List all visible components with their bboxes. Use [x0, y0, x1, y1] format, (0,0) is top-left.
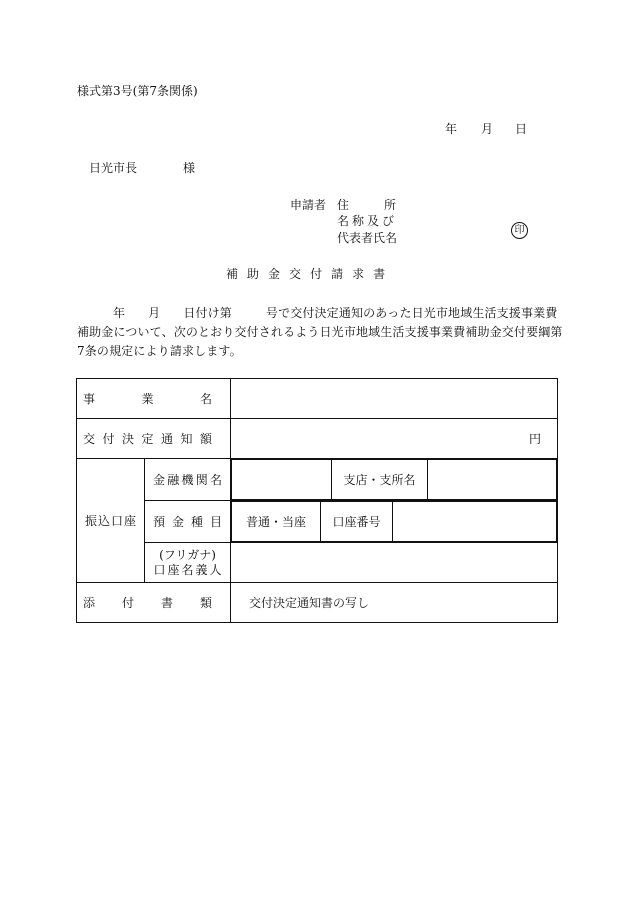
- title-char: 書: [373, 267, 386, 281]
- deposit-type-value[interactable]: 普通・当座: [232, 502, 321, 542]
- branch-label: 支店・支所名: [332, 460, 428, 500]
- body-paragraph: [77, 304, 563, 361]
- body-line-2: 補助金について、次のとおり交付されるよう日光市地域生活支援事業費補助金交付要綱第: [77, 325, 563, 339]
- name-label-line1: [337, 214, 394, 228]
- title-char: 請: [331, 267, 344, 281]
- notice-amount-label-cell: [77, 419, 231, 459]
- table-row: [77, 501, 558, 543]
- account-number-field[interactable]: [393, 502, 557, 542]
- title-char: 補: [226, 267, 239, 281]
- name-label-char: 称: [352, 214, 365, 228]
- addressee-title: 日光市長: [89, 161, 138, 175]
- notice-amount-field[interactable]: [231, 419, 558, 459]
- project-name-label: 事 業 名: [83, 392, 213, 406]
- body-line-3: 7条の規定により請求します。: [77, 344, 242, 358]
- name-label-line2: 代表者氏名: [337, 231, 398, 245]
- holder-label-cell: [145, 543, 231, 583]
- transfer-account-label: 振 込 口 座: [85, 514, 136, 528]
- bank-inner: [231, 459, 557, 500]
- transfer-account-label-cell: [77, 459, 145, 583]
- furigana-label: (フリガナ): [159, 547, 216, 562]
- name-label-char: び: [382, 214, 395, 228]
- project-name-label-cell: [77, 379, 231, 419]
- title-char: 金: [268, 267, 281, 281]
- seal-mark: 印: [511, 222, 528, 239]
- table-row: [77, 543, 558, 583]
- date-day: 日: [515, 122, 528, 136]
- document-title: [226, 267, 385, 281]
- name-label-char: 及: [367, 214, 380, 228]
- deposit-type-label: 預 金 種 目: [153, 515, 223, 529]
- deposit-type-label-cell: [145, 501, 231, 543]
- bank-name-field[interactable]: [232, 460, 332, 500]
- date-year: 年: [445, 122, 458, 136]
- deposit-row-cell: [231, 501, 558, 543]
- body-month: 月: [148, 306, 161, 320]
- title-char: 交: [289, 267, 302, 281]
- account-number-label: 口座番号: [321, 502, 393, 542]
- holder-label-chars: 口 座 名 義 人: [153, 562, 222, 577]
- table-row: [77, 379, 558, 419]
- title-char: 付: [310, 267, 323, 281]
- address-label-2: 所: [384, 198, 397, 212]
- date-month: 月: [481, 122, 494, 136]
- notice-amount-label: 交 付 決 定 通 知 額: [83, 432, 213, 446]
- deposit-inner: [231, 501, 557, 542]
- body-line1-rest: 号で交付決定通知のあった日光市地域生活支援事業費: [265, 306, 558, 320]
- table-row: [77, 459, 558, 501]
- holder-name-field[interactable]: [231, 543, 558, 583]
- yen-unit: 円: [529, 432, 542, 446]
- body-dated-no: 日付け第: [183, 306, 232, 320]
- request-form-table: [76, 378, 558, 623]
- table-row: [77, 583, 558, 623]
- bank-row-cell: [231, 459, 558, 501]
- attachments-label-cell: [77, 583, 231, 623]
- applicant-label: 申請者: [290, 198, 327, 212]
- bank-label-cell: [145, 459, 231, 501]
- form-number: 様式第3号(第7条関係): [77, 84, 198, 98]
- attachments-label: 添 付 書 類: [83, 596, 213, 610]
- body-line-1: [77, 304, 557, 323]
- body-year: 年: [113, 306, 126, 320]
- table-row: [77, 419, 558, 459]
- title-char: 助: [247, 267, 260, 281]
- addressee-honorific: 様: [183, 161, 196, 175]
- project-name-field[interactable]: [231, 379, 558, 419]
- branch-name-field[interactable]: [428, 460, 557, 500]
- address-label-1: 住: [337, 198, 350, 212]
- name-label-char: 名: [337, 214, 350, 228]
- attachments-value: 交付決定通知書の写し: [231, 583, 558, 623]
- title-char: 求: [352, 267, 365, 281]
- holder-label: [145, 548, 230, 578]
- bank-label: 金 融 機 関 名: [153, 473, 223, 487]
